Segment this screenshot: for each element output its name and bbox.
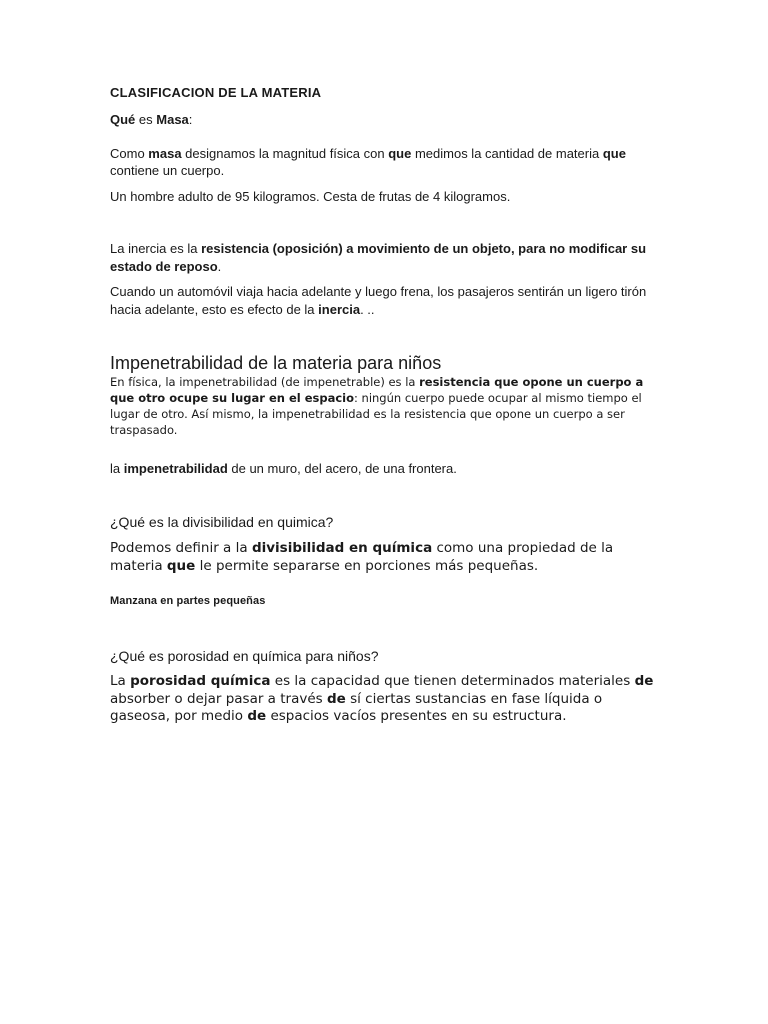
porosidad-definition: La porosidad química es la capacidad que tienen determinados materiales de absorber o dejar pasar a través de sí ciertas sustancias en fase líquida o gaseosa, por medio de espacios vacíos presentes en su estructura. [110, 673, 654, 724]
impenetrabilidad-heading: Impenetrabilidad de la materia para niños [110, 353, 442, 373]
masa-definition: Como masa designamos la magnitud física con que medimos la cantidad de materia que contiene un cuerpo. [110, 146, 626, 178]
document-title: CLASIFICACION DE LA MATERIA [110, 85, 322, 100]
heading-bold-que: Qué [110, 112, 136, 127]
masa-heading: Qué es Masa: [110, 112, 193, 127]
divisibilidad-definition: Podemos definir a la divisibilidad en química como una propiedad de la materia que le permite separarse en porciones más pequeñas. [110, 540, 614, 574]
inercia-definition: La inercia es la resistencia (oposición) a movimiento de un objeto, para no modificar su estado de reposo. [110, 241, 647, 274]
divisibilidad-example: Manzana en partes pequeñas [110, 595, 266, 607]
porosidad-heading: ¿Qué es porosidad en química para niños? [110, 648, 379, 664]
impenetrabilidad-definition: En física, la impenetrabilidad (de impenetrable) es la resistencia que opone un cuerpo a que otro ocupe su lugar en el espacio: ningún cuerpo puede ocupar al mismo tiempo el lugar de otro. Así mismo, la impenetrabilidad es la resistencia que opone un cuerpo a ser traspasado. [110, 375, 644, 437]
heading-bold-masa: Masa [156, 112, 189, 127]
inercia-example: Cuando un automóvil viaja hacia adelante y luego frena, los pasajeros sentirán un ligero tirón hacia adelante, esto es efecto de la inercia. .. [110, 284, 647, 317]
masa-example: Un hombre adulto de 95 kilogramos. Cesta de frutas de 4 kilogramos. [110, 189, 511, 204]
impenetrabilidad-example: la impenetrabilidad de un muro, del acero, de una frontera. [110, 461, 457, 476]
divisibilidad-heading: ¿Qué es la divisibilidad en quimica? [110, 514, 334, 530]
